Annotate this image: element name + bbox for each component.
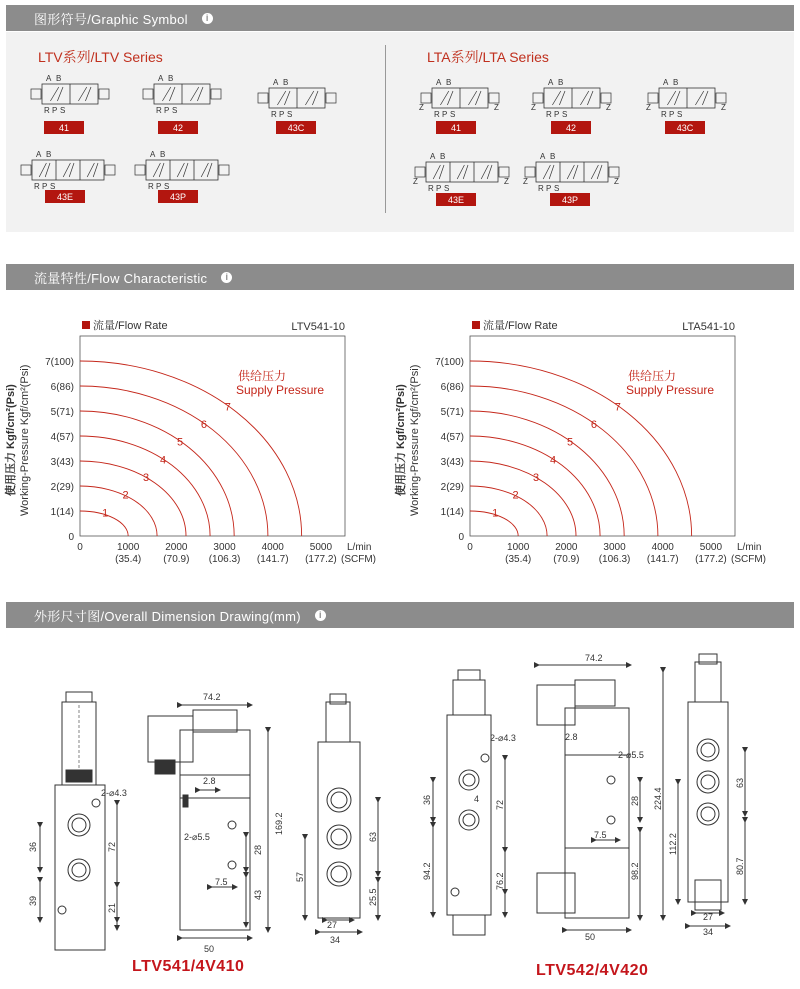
port-p-label: P	[156, 182, 162, 190]
y-tick-label: 3(43)	[50, 457, 74, 468]
y-tick-label: 4(57)	[440, 432, 464, 443]
port-s-label: S	[172, 106, 178, 114]
lta-symbol-1	[530, 76, 614, 118]
port-circle	[68, 859, 90, 881]
dim-72: 72	[107, 841, 117, 852]
flow-chart-ltv	[0, 300, 400, 580]
dim-112-2-r: 112.2	[668, 833, 678, 855]
port-p-label: P	[164, 106, 170, 114]
lta-symbol-3	[412, 150, 512, 192]
port-z-label: Z	[646, 103, 651, 112]
dim-21: 21	[107, 902, 117, 913]
dim-63-r: 63	[735, 777, 745, 788]
dim-hole-4-3: 2-⌀4.3	[101, 788, 127, 798]
valve-body-rear-2	[688, 702, 728, 902]
port-s-label: S	[677, 110, 683, 118]
x-tick-scfm-label: (141.7)	[646, 554, 679, 565]
model-title-right: LTV542/4V420	[536, 962, 649, 979]
dim-25-5: 25.5	[368, 888, 378, 906]
x-tick-label: 1000	[117, 542, 140, 553]
port-p-label: P	[279, 110, 285, 118]
mount-hole	[92, 799, 100, 807]
dim-74-2: 74.2	[203, 692, 221, 702]
port-z-label: Z	[614, 177, 619, 186]
port-b-label: B	[440, 152, 446, 161]
y-tick-label: 2(29)	[440, 482, 464, 493]
port-r-label: R	[538, 184, 544, 192]
port-circle	[68, 814, 90, 836]
y-tick-label: 1(14)	[50, 507, 74, 518]
legend-square-icon	[472, 321, 480, 329]
model-title-left: LTV541/4V410	[132, 958, 245, 975]
port-z-label: Z	[531, 103, 536, 112]
flow-curve-label: 1	[102, 507, 109, 520]
valve-body-side-2	[447, 715, 491, 915]
y-tick-label: 6(86)	[440, 382, 464, 393]
dim-94-2-r: 94.2	[422, 862, 432, 880]
y-axis-label-en: Working-Pressure Kgf/cm²(Psi)	[19, 364, 31, 516]
legend-square-icon	[82, 321, 90, 329]
dim-27-r: 27	[703, 912, 714, 922]
legend-label: 流量/Flow Rate	[93, 320, 168, 332]
port-b-label: B	[446, 78, 452, 87]
dim-27: 27	[327, 920, 338, 930]
dim-74-2-r: 74.2	[585, 653, 603, 663]
solenoid-coil-bottom	[453, 915, 485, 935]
flow-curve-label: 5	[567, 436, 574, 449]
port-a-label: A	[273, 78, 279, 87]
port-p-label: P	[546, 184, 552, 192]
dim-43: 43	[253, 889, 263, 900]
dim-2-8: 2.8	[203, 776, 216, 786]
x-tick-label: 3000	[603, 542, 626, 553]
ltv-series-title: LTV系列/LTV Series	[38, 49, 163, 65]
ltv-symbol-0	[28, 72, 112, 114]
right-model-drawing	[433, 654, 745, 935]
port-s-label: S	[444, 184, 450, 192]
ltv-symbol-1	[140, 72, 224, 114]
y-tick-label: 6(86)	[50, 382, 74, 393]
port-r-label: R	[44, 106, 50, 114]
ltv-symbol-label-2: 43C	[276, 121, 316, 134]
port-a-label: A	[548, 78, 554, 87]
lta-symbol-label-0: 41	[436, 121, 476, 134]
port-p-label: P	[442, 110, 448, 118]
port-r-label: R	[156, 106, 162, 114]
x-tick-scfm-label: (177.2)	[305, 554, 337, 565]
chart-title: LTV541-10	[291, 321, 345, 333]
annotation-en: Supply Pressure	[236, 383, 325, 397]
connector-box-bottom	[537, 873, 575, 913]
y-axis-label-en: Working-Pressure Kgf/cm²(Psi)	[409, 364, 421, 516]
dim-2-8-r: 2.8	[565, 732, 578, 742]
left-model-drawing	[40, 692, 378, 950]
dim-76-2-r: 76.2	[495, 872, 505, 890]
ltv-symbol-4	[132, 148, 232, 190]
dim-7-5: 7.5	[215, 877, 228, 887]
dim-50: 50	[204, 944, 215, 954]
port-b-label: B	[46, 150, 52, 159]
x-tick-scfm-label: (70.9)	[163, 554, 190, 565]
x-axis-unit: (SCFM)	[731, 554, 766, 565]
port-s-label: S	[287, 110, 293, 118]
section-title: 流量特性/Flow Characteristic	[34, 270, 208, 286]
coil-cap	[66, 692, 92, 702]
flow-curve-3	[470, 461, 576, 536]
info-circle-icon[interactable]: i	[221, 272, 232, 283]
x-tick-scfm-label: (35.4)	[115, 554, 142, 565]
dimension-drawing	[0, 630, 800, 989]
x-axis-label: L/min	[347, 542, 372, 553]
dim-39: 39	[28, 895, 38, 906]
lta-series-title: LTA系列/LTA Series	[427, 49, 549, 65]
port-s-label: S	[164, 182, 170, 190]
dim-98-2-r: 98.2	[630, 862, 640, 880]
ltv-symbol-3	[18, 148, 118, 190]
x-tick-label: 0	[467, 542, 473, 553]
y-tick-label: 4(57)	[50, 432, 74, 443]
dimension-labels	[28, 653, 745, 954]
lta-symbol-label-2: 43C	[665, 121, 705, 134]
y-tick-label: 7(100)	[435, 357, 464, 368]
section-title: 图形符号/Graphic Symbol	[34, 11, 188, 27]
dim-57: 57	[295, 871, 305, 882]
port-b-label: B	[168, 74, 174, 83]
flow-curve-3	[80, 461, 186, 536]
port-s-label: S	[60, 106, 66, 114]
x-tick-scfm-label: (106.3)	[208, 554, 241, 565]
dim-63: 63	[368, 831, 378, 842]
ltv-symbol-label-4: 43P	[158, 190, 198, 203]
annotation-en: Supply Pressure	[626, 383, 715, 397]
flow-curve-label: 4	[549, 454, 557, 467]
info-circle-icon[interactable]: i	[202, 13, 213, 24]
x-tick-label: 4000	[261, 542, 284, 553]
x-tick-label: 5000	[699, 542, 723, 553]
port-b-label: B	[283, 78, 289, 87]
port-a-label: A	[158, 74, 164, 83]
valve-body-front	[180, 730, 250, 930]
port-p-label: P	[52, 106, 58, 114]
y-tick-label: 1(14)	[440, 507, 464, 518]
port-r-label: R	[661, 110, 667, 118]
rear-coil	[326, 702, 350, 742]
ltv-symbol-label-1: 42	[158, 121, 198, 134]
series-divider	[385, 45, 386, 213]
dim-80-7-r: 80.7	[735, 857, 745, 875]
x-tick-scfm-label: (70.9)	[553, 554, 580, 565]
x-tick-scfm-label: (177.2)	[695, 554, 727, 565]
dim-28-r: 28	[630, 795, 640, 806]
flow-chart-ltv-svg	[0, 300, 400, 580]
x-tick-label: 0	[77, 542, 83, 553]
port-r-label: R	[428, 184, 434, 192]
flow-curve-4	[470, 436, 600, 536]
flow-curve-label: 2	[512, 489, 519, 502]
section-header-graphic-symbol	[6, 5, 794, 31]
flow-curve-label: 6	[590, 418, 597, 431]
x-tick-label: 2000	[165, 542, 188, 553]
dim-28: 28	[253, 844, 263, 855]
port-r-label: R	[546, 110, 552, 118]
section-header-flow	[6, 264, 794, 290]
mount-hole	[58, 906, 66, 914]
flow-chart-lta	[390, 300, 790, 580]
info-circle-icon[interactable]: i	[315, 610, 326, 621]
y-tick-label: 7(100)	[45, 357, 74, 368]
port-s-label: S	[50, 182, 56, 190]
port-z-label: Z	[606, 103, 611, 112]
section-header-dimension	[6, 602, 794, 628]
port-r-label: R	[434, 110, 440, 118]
lta-symbol-4	[522, 150, 622, 192]
y-tick-label: 5(71)	[50, 407, 74, 418]
ltv-symbol-label-3: 43E	[45, 190, 85, 203]
plot-frame	[470, 336, 735, 536]
y-tick-label: 2(29)	[50, 482, 74, 493]
dim-34-r: 34	[703, 927, 714, 937]
port-b-label: B	[550, 152, 556, 161]
dim-50-r: 50	[585, 932, 596, 942]
coil-head	[193, 710, 237, 732]
lta-symbol-2	[645, 76, 729, 118]
dim-7-5-r: 7.5	[594, 830, 607, 840]
port-s-label: S	[562, 110, 568, 118]
connector-box-top	[537, 685, 575, 725]
dim-hole-5-5: 2-⌀5.5	[184, 832, 210, 842]
x-axis-label: L/min	[737, 542, 762, 553]
flow-curve-label: 4	[159, 454, 167, 467]
annotation-cn: 供给压力	[628, 369, 677, 383]
x-tick-label: 5000	[309, 542, 333, 553]
flow-chart-lta-svg	[390, 300, 790, 580]
flow-curve-2	[80, 486, 157, 536]
port-r-label: R	[148, 182, 154, 190]
dim-72-r: 72	[495, 799, 505, 810]
flow-curve-label: 7	[224, 401, 231, 414]
section-title: 外形尺寸图/Overall Dimension Drawing(mm)	[34, 608, 301, 624]
port-a-label: A	[150, 150, 156, 159]
y-axis-label-cn: 使用压力 Kgf/cm²(Psi)	[395, 384, 407, 496]
legend-label: 流量/Flow Rate	[483, 320, 558, 332]
x-tick-label: 3000	[213, 542, 236, 553]
dim-36: 36	[28, 841, 38, 852]
connector-box	[148, 716, 193, 762]
valve-body-side	[55, 785, 105, 950]
port-p-label: P	[554, 110, 560, 118]
port-a-label: A	[436, 78, 442, 87]
flow-curve-label: 5	[177, 436, 184, 449]
flow-curve-label: 3	[532, 471, 540, 484]
flow-curve-label: 1	[492, 507, 499, 520]
y-tick-label: 3(43)	[440, 457, 464, 468]
port-a-label: A	[540, 152, 546, 161]
x-tick-label: 2000	[555, 542, 578, 553]
y-tick-label: 0	[458, 532, 464, 543]
port-a-label: A	[430, 152, 436, 161]
y-axis-label-cn: 使用压力 Kgf/cm²(Psi)	[5, 384, 17, 496]
flow-curve-label: 6	[200, 418, 207, 431]
port-s-label: S	[554, 184, 560, 192]
port-a-label: A	[663, 78, 669, 87]
x-axis-unit: (SCFM)	[341, 554, 376, 565]
port-z-label: Z	[721, 103, 726, 112]
flow-curve-2	[470, 486, 547, 536]
plot-frame	[80, 336, 345, 536]
dim-hole-4-3-r: 2-⌀4.3	[490, 733, 516, 743]
y-tick-label: 5(71)	[440, 407, 464, 418]
port-r-label: R	[271, 110, 277, 118]
x-tick-scfm-label: (141.7)	[256, 554, 289, 565]
dim-34: 34	[330, 935, 341, 945]
dim-36-r: 36	[422, 794, 432, 805]
annotation-cn: 供给压力	[238, 369, 287, 383]
port-z-label: Z	[494, 103, 499, 112]
x-tick-scfm-label: (106.3)	[598, 554, 631, 565]
port-p-label: P	[42, 182, 48, 190]
lta-symbol-label-1: 42	[551, 121, 591, 134]
y-tick-label: 0	[68, 532, 74, 543]
port-b-label: B	[160, 150, 166, 159]
port-z-label: Z	[504, 177, 509, 186]
lta-symbol-label-4: 43P	[550, 193, 590, 206]
lta-symbol-label-3: 43E	[436, 193, 476, 206]
x-tick-label: 4000	[651, 542, 674, 553]
port-z-label: Z	[413, 177, 418, 186]
dim-4-r: 4	[474, 794, 480, 804]
flow-curve-label: 3	[142, 471, 150, 484]
solenoid-coil-top	[453, 680, 485, 715]
x-tick-label: 1000	[507, 542, 530, 553]
port-a-label: A	[36, 150, 42, 159]
dim-169-2: 169.2	[274, 812, 284, 835]
chart-title: LTA541-10	[682, 321, 735, 333]
port-b-label: B	[56, 74, 62, 83]
flow-curve-4	[80, 436, 210, 536]
ltv-symbol-label-0: 41	[44, 121, 84, 134]
port-r-label: R	[34, 182, 40, 190]
port-p-label: P	[436, 184, 442, 192]
valve-body-rear	[318, 742, 360, 918]
ltv-symbol-2	[255, 76, 339, 118]
flow-curve-label: 2	[122, 489, 129, 502]
dim-224-4-r: 224.4	[653, 787, 663, 810]
port-z-label: Z	[419, 103, 424, 112]
port-a-label: A	[46, 74, 52, 83]
lta-symbol-0	[418, 76, 502, 118]
x-tick-scfm-label: (35.4)	[505, 554, 532, 565]
dim-hole-5-5-r: 2-⌀5.5	[618, 750, 644, 760]
port-s-label: S	[450, 110, 456, 118]
port-b-label: B	[673, 78, 679, 87]
port-p-label: P	[669, 110, 675, 118]
flow-curve-label: 7	[614, 401, 621, 414]
port-z-label: Z	[523, 177, 528, 186]
port-b-label: B	[558, 78, 564, 87]
